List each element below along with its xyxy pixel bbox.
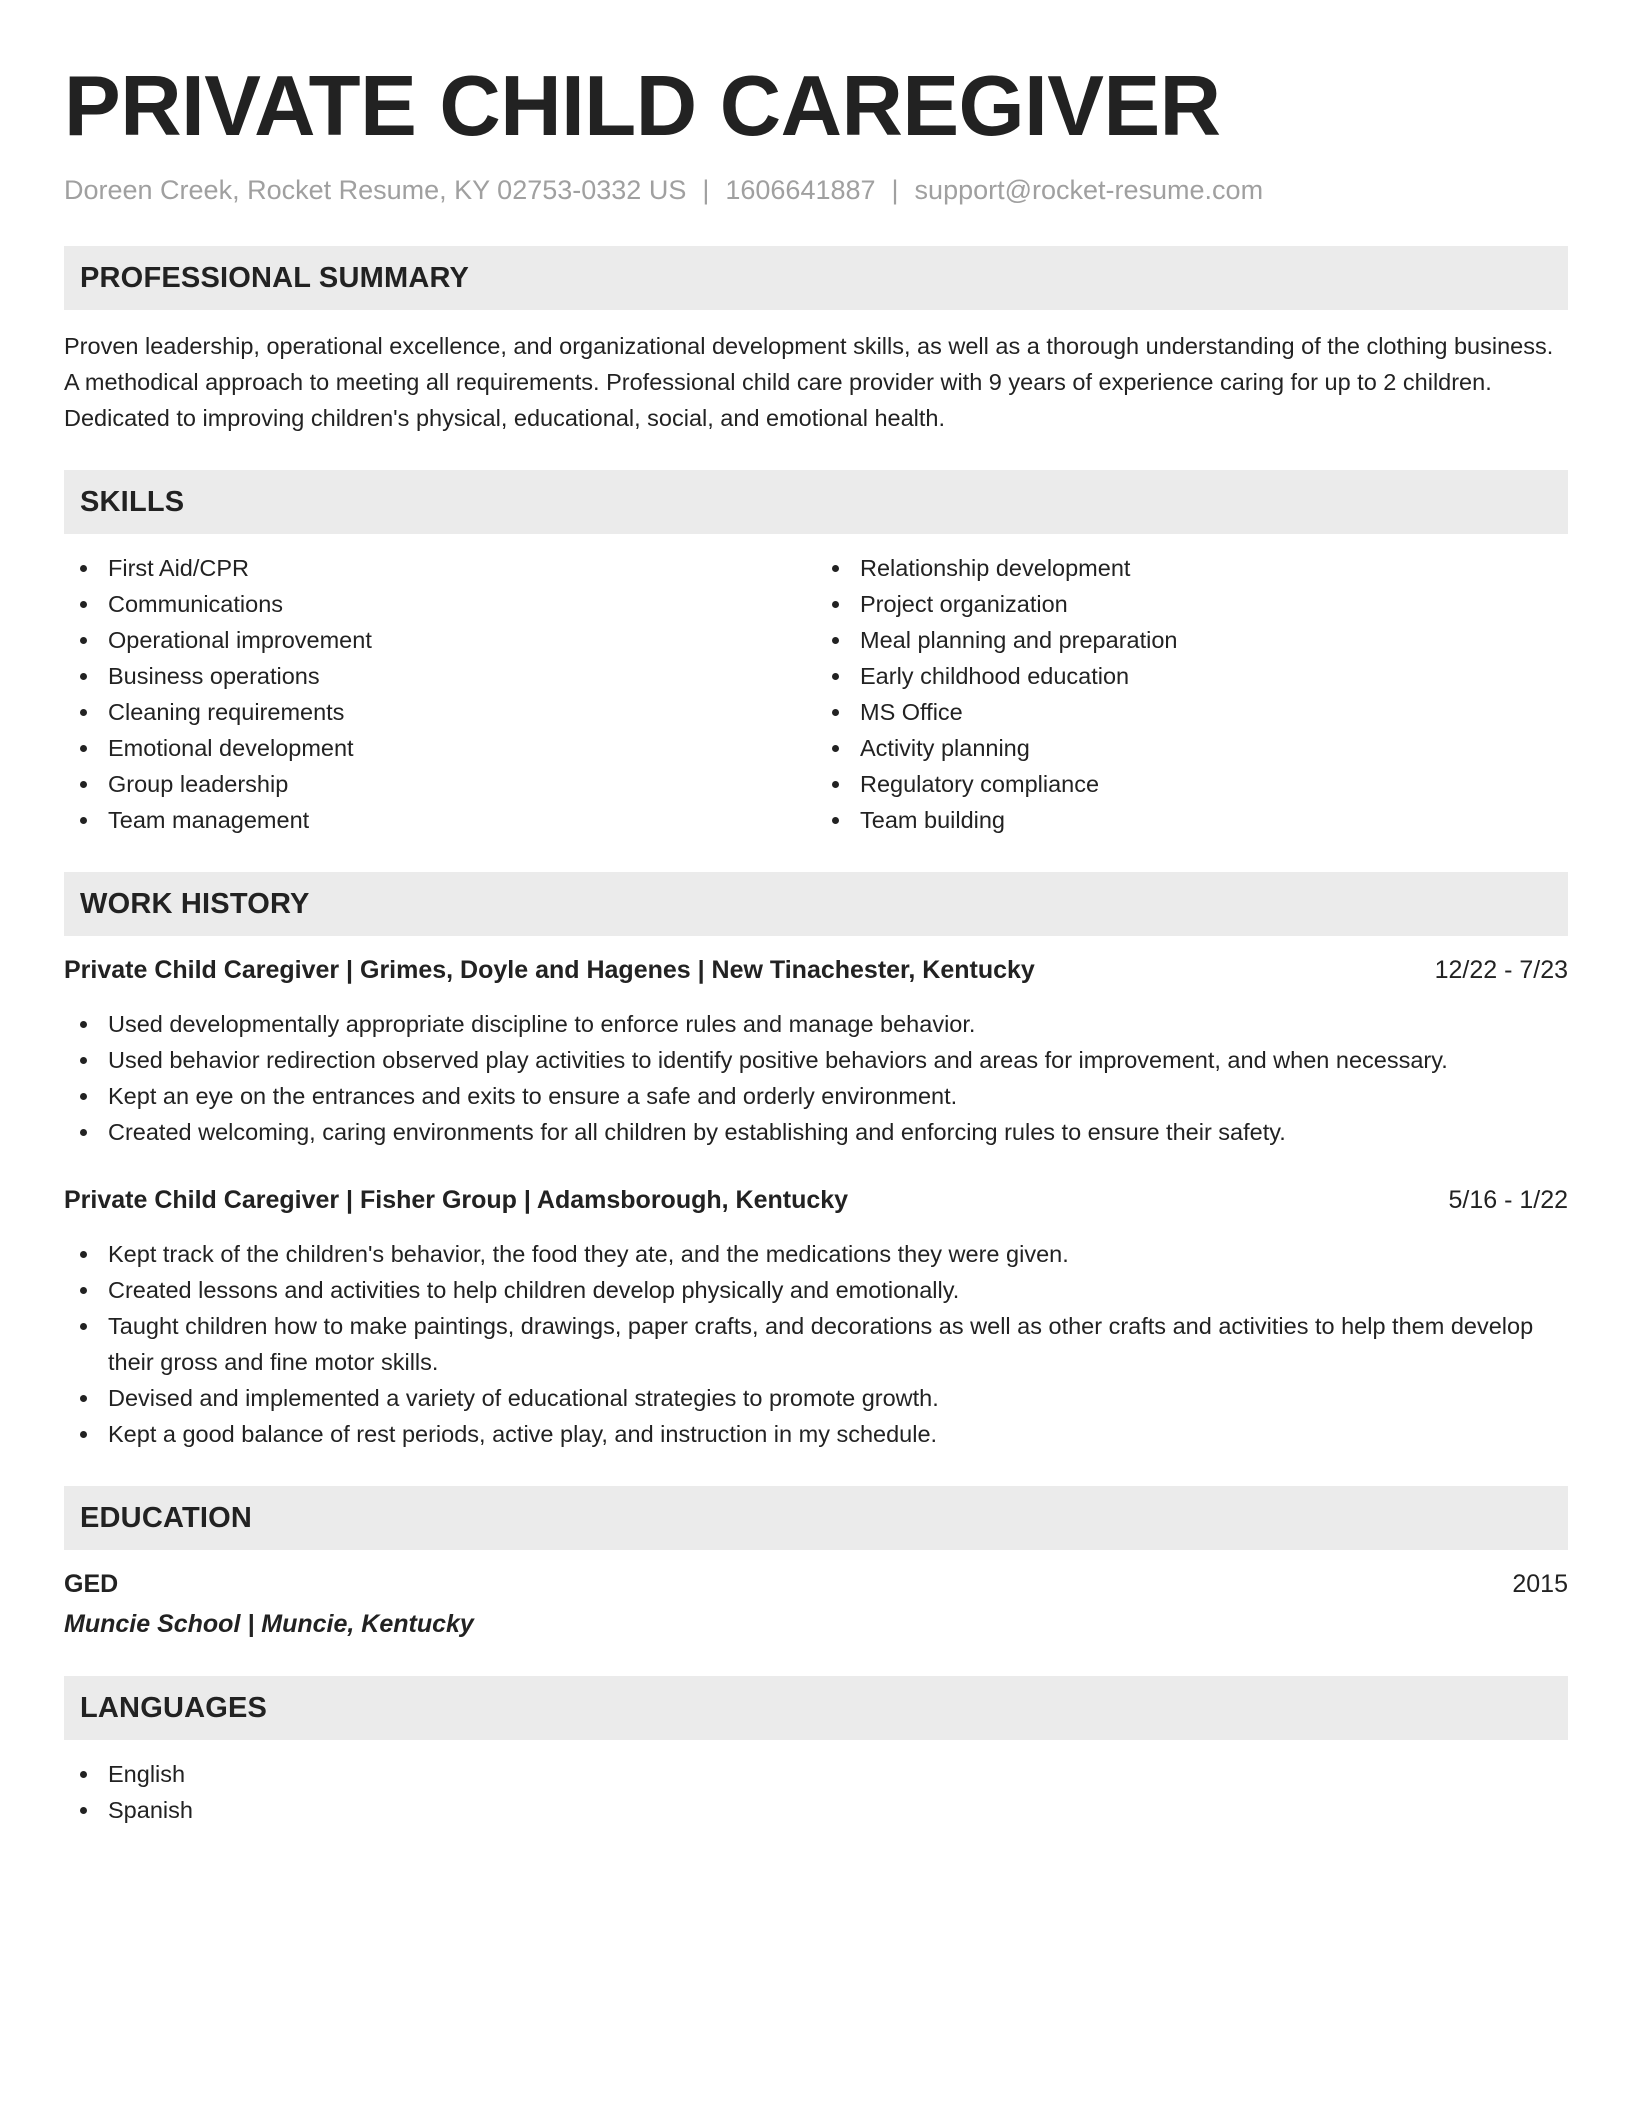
skills-column-right xyxy=(816,550,1568,838)
education-year: 2015 xyxy=(1512,1570,1568,1598)
job-duty: Created lessons and activities to help children develop physically and emotionally. xyxy=(64,1272,1568,1308)
skill-item: Activity planning xyxy=(816,730,1568,766)
skill-item: Meal planning and preparation xyxy=(816,622,1568,658)
skill-item: Regulatory compliance xyxy=(816,766,1568,802)
job-header xyxy=(64,1182,1568,1218)
skills-list xyxy=(64,550,1568,838)
section-header-work-history xyxy=(64,872,1568,936)
summary-text: Proven leadership, operational excellence, and organizational development skills, as well as a thorough understanding of the clothing business. A methodical approach to meeting all requirements. Professional child care provider with 9 years of experience caring for up to 2 children. Dedicated to improving children's physical, educational, social, and emotional health. xyxy=(64,333,1554,431)
skill-item: Operational improvement xyxy=(64,622,816,658)
job-duty: Used developmentally appropriate discipline to enforce rules and manage behavior. xyxy=(64,1006,1568,1042)
job-entry xyxy=(64,1182,1568,1452)
section-header-education xyxy=(64,1486,1568,1550)
contact-separator: | xyxy=(702,175,710,205)
job-header xyxy=(64,952,1568,988)
job-dates: 5/16 - 1/22 xyxy=(1448,1186,1568,1214)
job-title: Private Child Caregiver | Fisher Group | Adamsborough, Kentucky xyxy=(64,1186,849,1214)
skill-item: Cleaning requirements xyxy=(64,694,816,730)
job-duty: Kept a good balance of rest periods, active play, and instruction in my schedule. xyxy=(64,1416,1568,1452)
education-header xyxy=(64,1566,1568,1602)
contact-separator: | xyxy=(891,175,899,205)
job-duty: Devised and implemented a variety of educational strategies to promote growth. xyxy=(64,1380,1568,1416)
job-dates: 12/22 - 7/23 xyxy=(1434,956,1568,984)
section-title: SKILLS xyxy=(80,485,185,518)
skill-item: Team management xyxy=(64,802,816,838)
job-duty: Used behavior redirection observed play activities to identify positive behaviors and areas for improvement, and when necessary. xyxy=(64,1042,1568,1078)
job-title: Private Child Caregiver | Grimes, Doyle and Hagenes | New Tinachester, Kentucky xyxy=(64,956,1035,984)
section-title: WORK HISTORY xyxy=(80,887,310,920)
section-header-skills xyxy=(64,470,1568,534)
section-title: EDUCATION xyxy=(80,1501,253,1534)
job-duty: Kept track of the children's behavior, the food they ate, and the medications they were given. xyxy=(64,1236,1568,1272)
job-duty: Created welcoming, caring environments for all children by establishing and enforcing rules to ensure their safety. xyxy=(64,1114,1568,1150)
job-duty: Taught children how to make paintings, drawings, paper crafts, and decorations as well as other crafts and activities to help them develop their gross and fine motor skills. xyxy=(64,1308,1568,1380)
job-entry xyxy=(64,952,1568,1150)
language-item: English xyxy=(64,1756,1568,1792)
skill-item: Project organization xyxy=(816,586,1568,622)
job-duties xyxy=(64,1236,1568,1452)
skills-column-left xyxy=(64,550,816,838)
skill-item: Group leadership xyxy=(64,766,816,802)
contact-phone: 1606641887 xyxy=(725,175,876,205)
skill-item: Relationship development xyxy=(816,550,1568,586)
section-title: PROFESSIONAL SUMMARY xyxy=(80,261,470,294)
contact-address: Doreen Creek, Rocket Resume, KY 02753-0332 US xyxy=(64,175,687,205)
section-header-summary xyxy=(64,246,1568,310)
contact-line xyxy=(64,175,1568,206)
education-entry xyxy=(64,1566,1568,1642)
section-header-languages xyxy=(64,1676,1568,1740)
education-school: Muncie School | Muncie, Kentucky xyxy=(64,1610,474,1638)
section-title: LANGUAGES xyxy=(80,1691,268,1724)
job-duties xyxy=(64,1006,1568,1150)
skill-item: Business operations xyxy=(64,658,816,694)
skill-item: Early childhood education xyxy=(816,658,1568,694)
education-degree: GED xyxy=(64,1570,119,1598)
job-duty: Kept an eye on the entrances and exits to ensure a safe and orderly environment. xyxy=(64,1078,1568,1114)
languages-list xyxy=(64,1756,1568,1828)
skill-item: First Aid/CPR xyxy=(64,550,816,586)
language-item: Spanish xyxy=(64,1792,1568,1828)
skill-item: Emotional development xyxy=(64,730,816,766)
skill-item: Communications xyxy=(64,586,816,622)
skill-item: Team building xyxy=(816,802,1568,838)
contact-email: support@rocket-resume.com xyxy=(914,175,1264,205)
skill-item: MS Office xyxy=(816,694,1568,730)
resume-name: PRIVATE CHILD CAREGIVER xyxy=(64,59,1221,154)
